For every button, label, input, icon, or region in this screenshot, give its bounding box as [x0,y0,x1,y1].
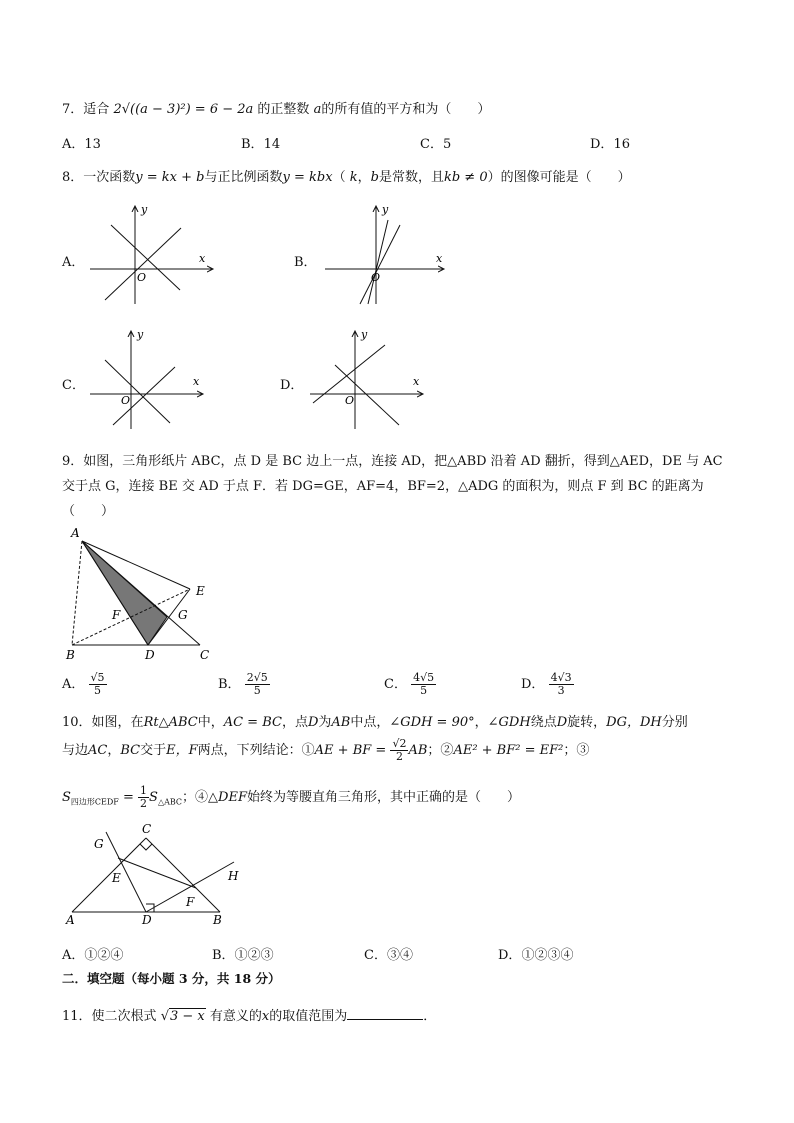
q10-angle2: ∠GDH [487,715,531,730]
area-s2: S [149,790,158,805]
q9-option-c-fraction [411,672,436,697]
q10-option-c[interactable] [364,944,413,963]
point-a-label: A [66,913,75,927]
q8-option-c[interactable] [62,374,85,393]
q10-bc: BC [120,743,141,758]
line-1 [360,225,400,304]
q11-post: 的取值范围为 [269,1009,348,1024]
q7-option-b-text: 14 [263,137,281,152]
denominator: 2 [140,797,148,810]
line-2 [368,220,388,304]
q11-mid: 有意义的 [209,1009,262,1024]
origin-label: O [371,271,381,284]
q11-pre: 使二次根式 [91,1009,157,1024]
q9-option-c-label: C． [384,677,407,692]
q10-half-fraction [138,785,149,810]
point-c-label: C [142,822,152,836]
numerator: √5 [90,671,105,684]
y-label: y [137,328,144,341]
q8-text2: 与正比例函数 [204,170,283,185]
q10-option-c-text: ③④ [386,948,413,963]
point-f-label: F [186,895,195,909]
x-label: x [199,252,206,265]
q7-var: a [313,102,322,117]
q7-option-d[interactable] [590,133,630,152]
denominator: 2 [395,750,403,763]
point-g-label: G [178,608,188,622]
q10-conclusion1b: AB [408,743,428,758]
q9-line3-wrap [62,500,114,519]
q9-option-a-fraction [89,672,107,697]
q10-text: 与边 [62,743,89,758]
q10-option-b[interactable] [212,944,274,963]
q10-conclusion1a: AE + BF = [314,743,387,758]
equals: = [122,790,134,805]
q8-option-d[interactable] [280,374,303,393]
q11-radicand: 3 − x [170,1009,205,1024]
q9-option-d[interactable] [521,672,574,697]
area-sub2: △ABC [157,797,183,807]
q9-number: 9． [62,454,84,469]
q9-line1: 如图，三角形纸片 ABC，点 D 是 BC 边上一点，连接 AD，把△ABD 沿着 AD 翻折，得到△AED，DE 与 AC [83,454,723,469]
q7-option-a[interactable] [62,133,101,152]
question-11 [62,1005,436,1024]
q7-option-c-label: C． [420,137,443,152]
q11-answer-blank[interactable] [347,1007,423,1020]
q10-text: ，点 [281,715,308,730]
q10-text: 如图，在 [91,715,144,730]
x-label: x [193,375,200,388]
line-1 [105,360,170,423]
q7-equation: 2√((a − 3)²) = 6 − 2a [113,102,254,117]
q10-number: 10． [62,715,92,730]
q10-conclusion2: AE² + BF² = EF² [453,743,564,758]
q8-condition: kb ≠ 0 [443,170,488,185]
point-e-label: E [196,584,205,598]
point-d-label: D [142,913,152,927]
point-e-label: E [112,871,121,885]
q7-post: 的正整数 [257,102,310,117]
q8-graph-c [85,325,225,435]
question-10 [62,711,688,730]
q9-option-c[interactable] [384,672,436,697]
q8-option-c-label: C． [62,378,85,393]
point-a-label: A [71,526,80,540]
right-angle-c [140,844,152,850]
q7-option-b-label: B． [241,137,264,152]
q9-line2-wrap [62,475,704,494]
q9-option-b-fraction [245,672,270,697]
q9-option-b-label: B． [218,677,241,692]
q8-b: b [370,170,379,185]
point-g-label: G [94,837,104,851]
q10-option-b-label: B． [212,948,235,963]
q10-def: △DEF [208,790,247,805]
q10-text: ， [474,715,488,730]
denominator: 5 [420,684,428,697]
q9-option-d-fraction [549,672,574,697]
segment-ab [72,541,82,645]
point-f-label: F [112,608,121,622]
q8-function2: y = kbx [282,170,333,185]
q7-option-d-label: D． [590,137,614,152]
q10-figure [62,820,252,930]
q11-radical: √3 − x [160,1009,205,1024]
q11-end: ． [423,1009,437,1024]
q10-text: 始终为等腰直角三角形，其中正确的是（ ） [246,790,520,805]
q10-conclusion1-fraction [390,738,408,763]
numerator: 2√5 [246,671,268,684]
q11-var: x [261,1009,270,1024]
q8-k: k [349,170,358,185]
x-label: x [436,252,443,265]
point-h-label: H [228,869,239,883]
point-c-label: C [200,648,210,662]
question-8 [62,166,631,185]
q10-text: 两点，下列结论：① [197,743,315,758]
q10-rt: Rt△ABC [143,715,198,730]
q7-option-b[interactable] [241,133,280,152]
q9-line2: 交于点 G，连接 BE 交 AD 于点 F．若 DG=GE，AF=4，BF=2，△ADG 的面积为，则点 F 到 BC 的距离为 [62,479,704,494]
y-label: y [141,203,148,216]
q8-graph-b [320,200,460,310]
point-d-label: D [145,648,155,662]
q8-option-a[interactable] [62,251,84,270]
area-sub: 四边形CEDF [70,797,119,807]
q7-option-c-text: 5 [442,137,452,152]
line-2 [105,228,181,300]
q7-option-c[interactable] [420,133,451,152]
q8-text1: 一次函数 [83,170,136,185]
q9-figure [62,525,222,665]
q10-d: D [307,715,319,730]
q10-eq1: AC = BC [223,715,282,730]
numerator: √2 [392,737,407,750]
q10-option-b-text: ①②③ [234,948,274,963]
q7-option-a-text: 13 [84,137,101,152]
denominator: 5 [94,684,102,697]
q10-text: 分别 [661,715,688,730]
q8-function1: y = kx + b [135,170,205,185]
numerator: 4√5 [413,671,435,684]
point-b-label: B [213,913,222,927]
q7-pre: 适合 [83,102,110,117]
q7-option-a-label: A． [62,137,85,152]
q10-option-d-text: ①②③④ [521,948,574,963]
q10-option-d-label: D． [498,948,522,963]
y-label: y [361,328,368,341]
section-2-title: 二．填空题（每小题 3 分，共 18 分） [62,971,281,986]
q10-dgdh: DG，DH [606,715,662,730]
q8-text4: 是常数，且 [378,170,444,185]
q10-option-c-label: C． [364,948,387,963]
q9-option-d-label: D． [521,677,545,692]
denominator: 3 [557,684,565,697]
question-7 [62,98,490,117]
q10-text: ， [107,743,121,758]
q10-ef: E，F [166,743,198,758]
segment-ef [118,858,196,888]
q8-text3: （ [332,170,346,185]
q10-text: ；④ [182,790,209,805]
q9-option-b[interactable] [218,672,270,697]
q8-graph-a [85,200,225,310]
area-s: S [62,790,71,805]
q8-number: 8． [62,170,84,185]
origin-label: O [345,394,355,407]
q10-option-a[interactable] [62,944,123,963]
q10-line2 [62,738,589,763]
q10-option-a-text: ①②④ [84,948,124,963]
numerator: 4√3 [550,671,572,684]
question-9 [62,450,723,469]
q10-text: 为 [318,715,332,730]
q10-text: ；③ [563,743,590,758]
q7-number: 7． [62,102,84,117]
q10-text: 旋转， [567,715,607,730]
q8-sep: ， [357,170,371,185]
q10-text: 绕点 [530,715,557,730]
q10-option-d[interactable] [498,944,573,963]
q8-option-b[interactable] [294,251,317,270]
denominator: 5 [253,684,261,697]
numerator: 1 [140,784,148,797]
q10-angle: ∠GDH = 90° [389,715,475,730]
q11-number: 11． [62,1009,92,1024]
origin-label: O [137,271,147,284]
q10-text: ；② [427,743,454,758]
q8-option-d-label: D． [280,378,304,393]
shaded-triangle [82,541,167,645]
q8-graph-d [305,325,445,435]
q10-d2: D [556,715,568,730]
origin-label: O [121,394,131,407]
q7-option-d-text: 16 [613,137,630,152]
q10-text: 中点， [350,715,390,730]
q10-ab: AB [331,715,351,730]
y-label: y [382,203,389,216]
segment-bc [146,838,220,912]
q9-option-a[interactable] [62,672,107,697]
q10-option-a-label: A． [62,948,85,963]
q8-option-a-label: A． [62,255,85,270]
q7-post2: 的所有值的平方和为（ ） [321,102,491,117]
q9-option-a-label: A． [62,677,85,692]
q10-text: 中， [197,715,224,730]
q10-text: 交于 [140,743,167,758]
q10-line3 [62,785,520,810]
point-b-label: B [66,648,75,662]
q8-text5: ）的图像可能是（ ） [487,170,631,185]
q10-ac: AC [88,743,108,758]
q8-option-b-label: B． [294,255,317,270]
segment-ac [72,838,146,912]
q9-line3: （ ） [62,504,115,519]
x-label: x [413,375,420,388]
